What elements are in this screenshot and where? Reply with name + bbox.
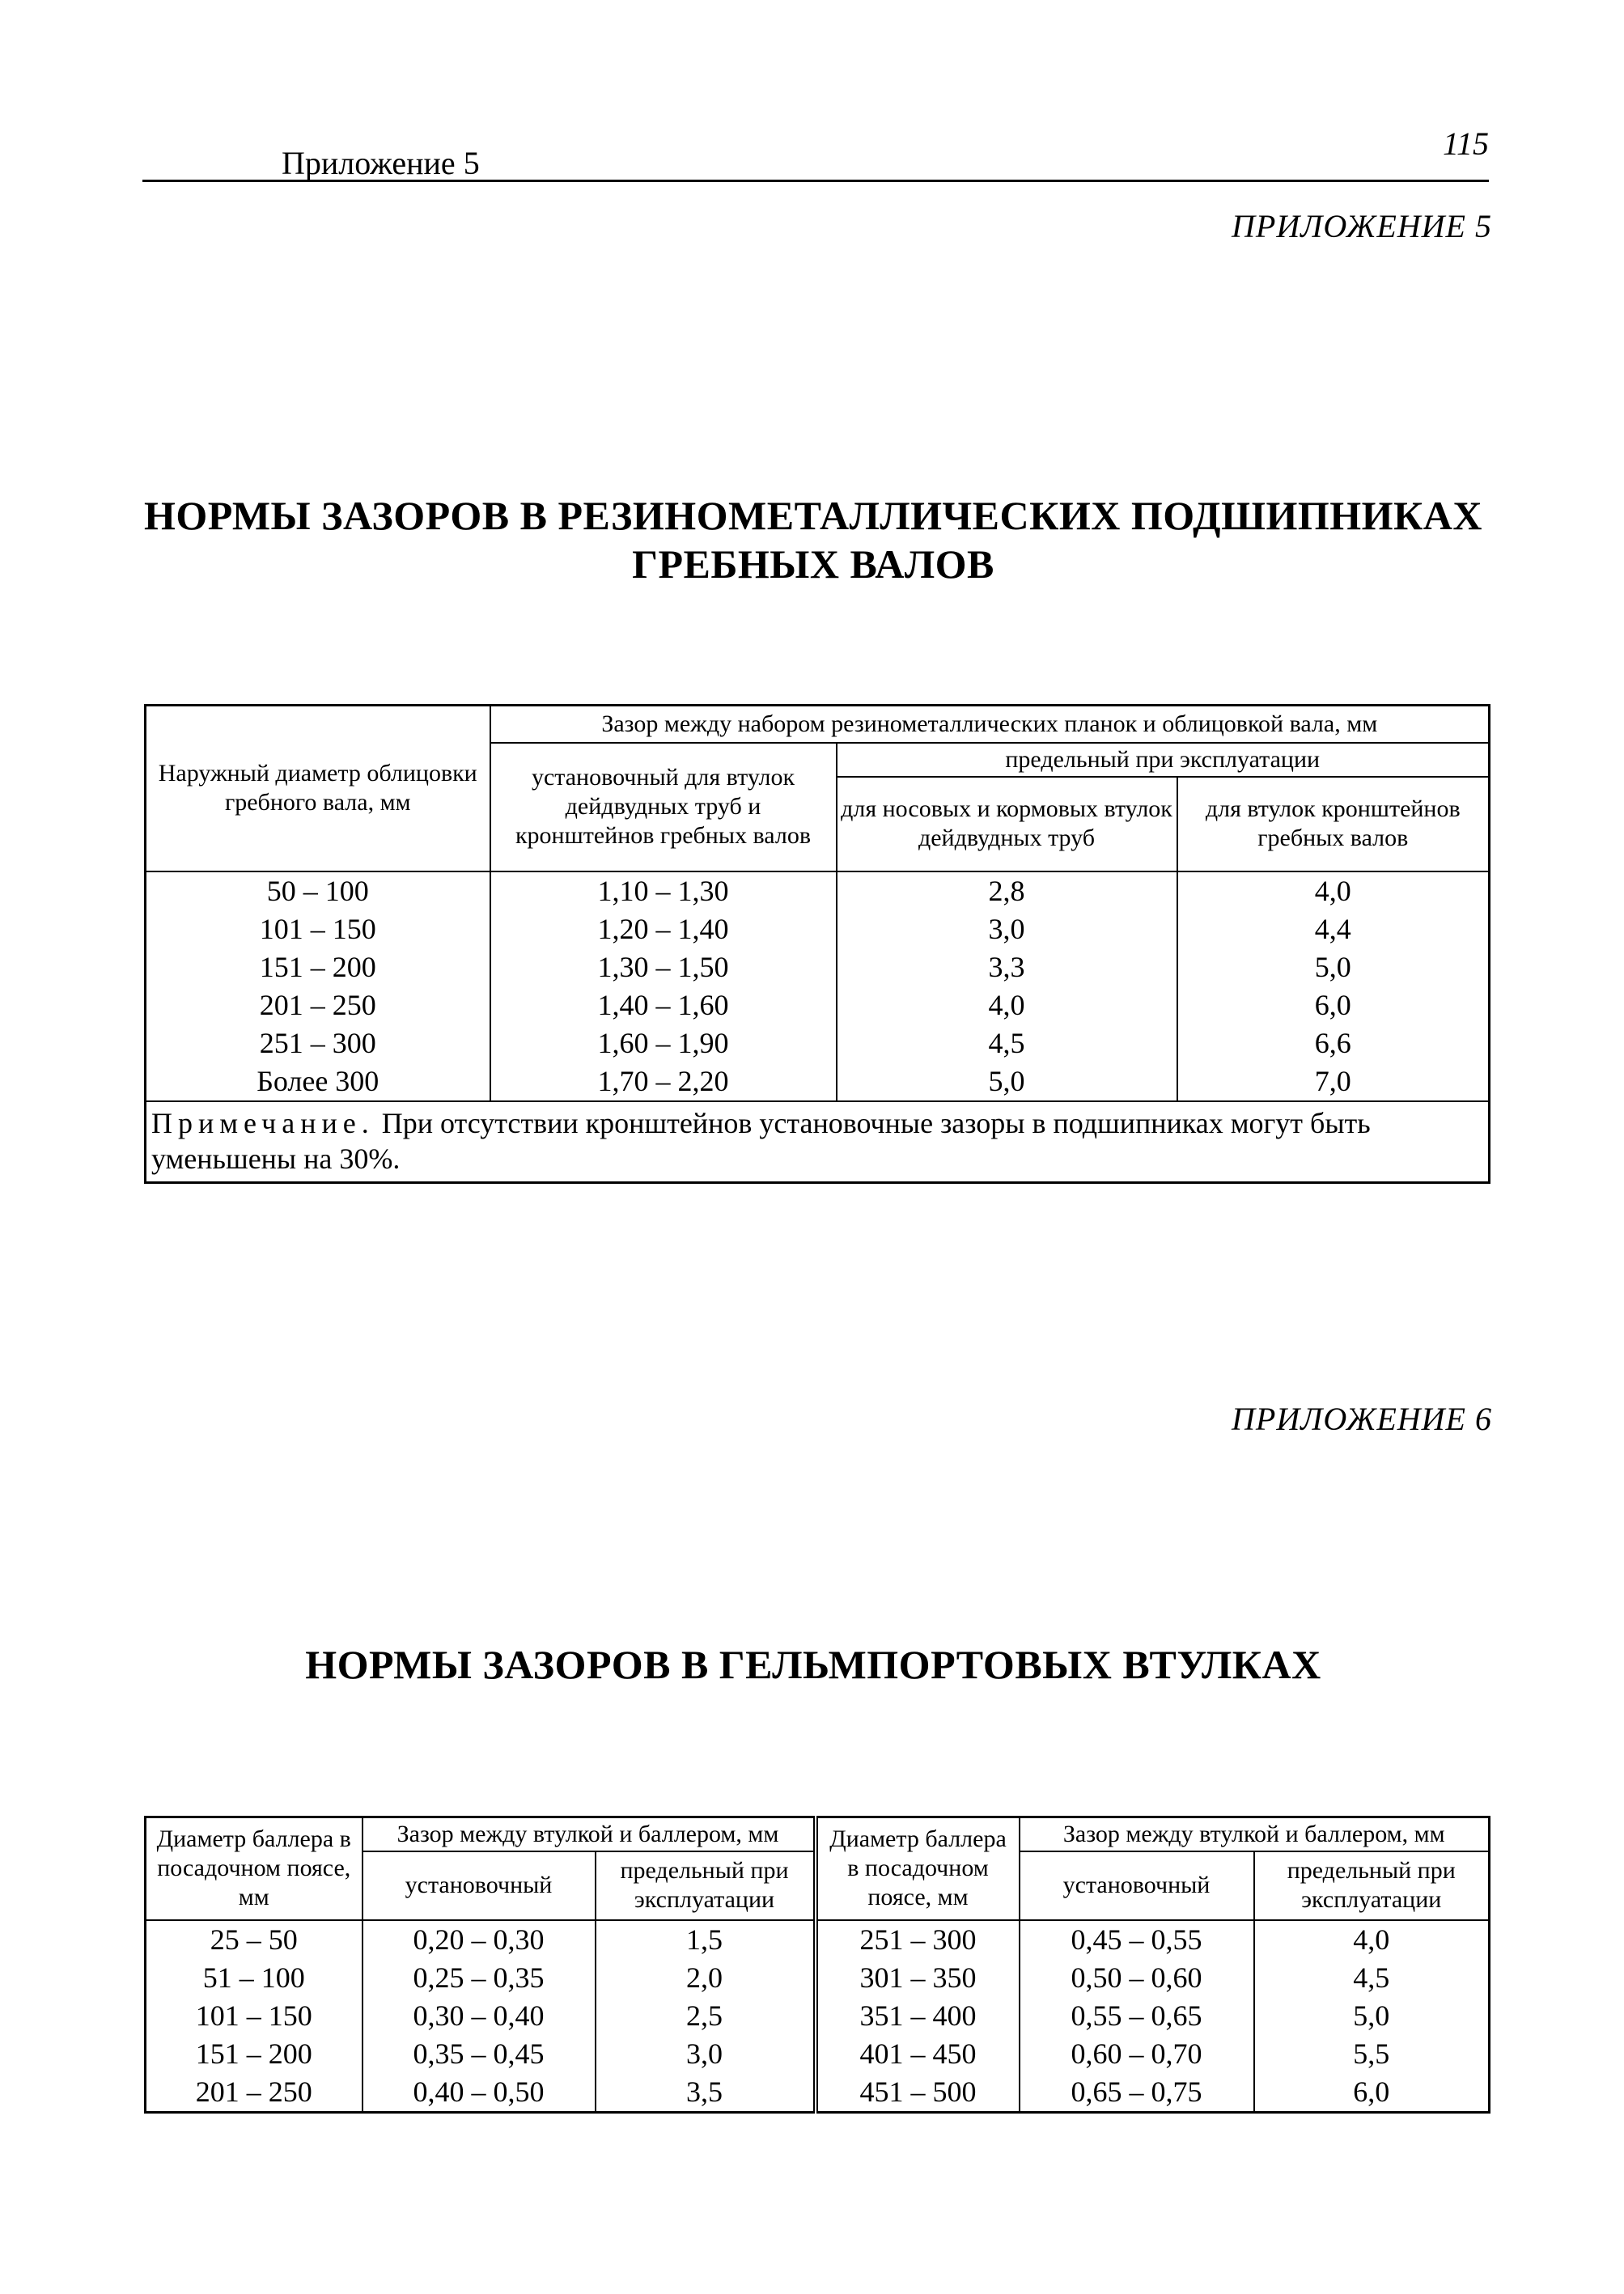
table-row	[146, 910, 1490, 948]
cell-installation: 1,70 – 2,20	[490, 1062, 837, 1101]
cell-installation-left: 0,35 – 0,45	[363, 2035, 596, 2073]
cell-limit-left: 3,0	[596, 2035, 816, 2073]
cell-installation: 1,20 – 1,40	[490, 910, 837, 948]
cell-limit-left: 2,5	[596, 1997, 816, 2035]
cell-installation-right: 0,60 – 0,70	[1020, 2035, 1254, 2073]
cell-diameter-right: 251 – 300	[816, 1920, 1020, 1959]
cell-installation: 1,60 – 1,90	[490, 1024, 837, 1062]
header-installation-left: установочный	[363, 1851, 596, 1920]
page-number: 115	[1442, 125, 1489, 162]
header-shaft-diameter: Наружный диаметр облицовки гребного вала, мм	[146, 706, 490, 871]
header-limit-bracket-bushes: для втулок кронштейнов гребных валов	[1177, 777, 1490, 871]
appendix5-label: ПРИЛОЖЕНИЕ 5	[1232, 208, 1492, 244]
cell-diameter: 151 – 200	[146, 948, 490, 986]
cell-limit-bracket: 6,0	[1177, 986, 1490, 1024]
cell-installation: 1,40 – 1,60	[490, 986, 837, 1024]
cell-diameter-right: 451 – 500	[816, 2073, 1020, 2113]
table-row	[146, 948, 1490, 986]
header-stock-diameter-right: Диаметр баллера в посадочном поясе, мм	[816, 1817, 1020, 1920]
note-lead: Примечание.	[151, 1106, 375, 1139]
table-row	[146, 986, 1490, 1024]
running-title: Приложение 5	[282, 145, 480, 181]
cell-limit-bracket: 4,4	[1177, 910, 1490, 948]
cell-installation-left: 0,30 – 0,40	[363, 1997, 596, 2035]
header-limit-left: предельный при эксплуатации	[596, 1851, 816, 1920]
appendix6-label: ПРИЛОЖЕНИЕ 6	[1232, 1401, 1492, 1437]
cell-diameter-right: 301 – 350	[816, 1959, 1020, 1997]
header-clearance-group-right: Зазор между втулкой и баллером, мм	[1020, 1817, 1490, 1851]
table-row	[146, 871, 1490, 910]
appendix5-title-line1: НОРМЫ ЗАЗОРОВ В РЕЗИНОМЕТАЛЛИЧЕСКИХ ПОДШИПНИКАХ	[143, 493, 1483, 538]
cell-diameter: 50 – 100	[146, 871, 490, 910]
cell-installation-right: 0,65 – 0,75	[1020, 2073, 1254, 2113]
cell-limit-stern: 4,5	[837, 1024, 1177, 1062]
appendix5-title	[129, 491, 1497, 588]
header-limit-stern-bushes: для носовых и кормовых втулок дейдвудных труб	[837, 777, 1177, 871]
table-row	[146, 2073, 1490, 2113]
cell-limit-right: 5,0	[1254, 1997, 1490, 2035]
cell-diameter-right: 351 – 400	[816, 1997, 1020, 2035]
appendix5-title-line2: ГРЕБНЫХ ВАЛОВ	[632, 541, 994, 587]
cell-diameter-left: 101 – 150	[146, 1997, 363, 2035]
cell-diameter: 201 – 250	[146, 986, 490, 1024]
cell-limit-right: 4,5	[1254, 1959, 1490, 1997]
cell-limit-stern: 2,8	[837, 871, 1177, 910]
cell-limit-right: 6,0	[1254, 2073, 1490, 2113]
cell-limit-bracket: 7,0	[1177, 1062, 1490, 1101]
cell-installation-left: 0,40 – 0,50	[363, 2073, 596, 2113]
table-row	[146, 1997, 1490, 2035]
appendix6-title: НОРМЫ ЗАЗОРОВ В ГЕЛЬМПОРТОВЫХ ВТУЛКАХ	[305, 1642, 1321, 1687]
table-row	[146, 1024, 1490, 1062]
rudder-bush-clearance-table	[144, 1816, 1490, 2114]
cell-installation-right: 0,45 – 0,55	[1020, 1920, 1254, 1959]
cell-limit-bracket: 6,6	[1177, 1024, 1490, 1062]
cell-installation-left: 0,25 – 0,35	[363, 1959, 596, 1997]
cell-diameter-left: 25 – 50	[146, 1920, 363, 1959]
cell-installation-left: 0,20 – 0,30	[363, 1920, 596, 1959]
cell-installation-right: 0,55 – 0,65	[1020, 1997, 1254, 2035]
header-installation-clearance: установочный для втулок дейдвудных труб и кронштейнов гребных валов	[490, 743, 837, 871]
cell-limit-left: 1,5	[596, 1920, 816, 1959]
header-stock-diameter-left: Диаметр баллера в посадочном поясе, мм	[146, 1817, 363, 1920]
header-limit-right: предельный при эксплуатации	[1254, 1851, 1490, 1920]
cell-limit-stern: 5,0	[837, 1062, 1177, 1101]
header-clearance-group: Зазор между набором резинометаллических планок и облицовкой вала, мм	[490, 706, 1490, 743]
cell-limit-bracket: 4,0	[1177, 871, 1490, 910]
table-row	[146, 1959, 1490, 1997]
cell-diameter: 251 – 300	[146, 1024, 490, 1062]
cell-limit-bracket: 5,0	[1177, 948, 1490, 986]
cell-diameter: 101 – 150	[146, 910, 490, 948]
header-limit-group: предельный при эксплуатации	[837, 743, 1490, 777]
cell-limit-left: 3,5	[596, 2073, 816, 2113]
cell-limit-right: 5,5	[1254, 2035, 1490, 2073]
cell-installation-right: 0,50 – 0,60	[1020, 1959, 1254, 1997]
cell-limit-stern: 4,0	[837, 986, 1177, 1024]
header-clearance-group-left: Зазор между втулкой и баллером, мм	[363, 1817, 816, 1851]
table-note	[146, 1101, 1490, 1183]
cell-diameter-left: 201 – 250	[146, 2073, 363, 2113]
cell-installation: 1,30 – 1,50	[490, 948, 837, 986]
bearing-clearance-table	[144, 704, 1490, 1184]
note-text: При отсутствии кронштейнов установочные зазоры в подшипниках могут быть уменьшены на 30%.	[151, 1106, 1371, 1175]
header-installation-right: установочный	[1020, 1851, 1254, 1920]
cell-installation: 1,10 – 1,30	[490, 871, 837, 910]
cell-limit-stern: 3,0	[837, 910, 1177, 948]
cell-diameter: Более 300	[146, 1062, 490, 1101]
table-row	[146, 1062, 1490, 1101]
cell-diameter-left: 151 – 200	[146, 2035, 363, 2073]
table-row	[146, 2035, 1490, 2073]
header-rule	[142, 180, 1489, 182]
table-row	[146, 1920, 1490, 1959]
cell-limit-right: 4,0	[1254, 1920, 1490, 1959]
cell-diameter-right: 401 – 450	[816, 2035, 1020, 2073]
cell-limit-stern: 3,3	[837, 948, 1177, 986]
cell-diameter-left: 51 – 100	[146, 1959, 363, 1997]
cell-limit-left: 2,0	[596, 1959, 816, 1997]
